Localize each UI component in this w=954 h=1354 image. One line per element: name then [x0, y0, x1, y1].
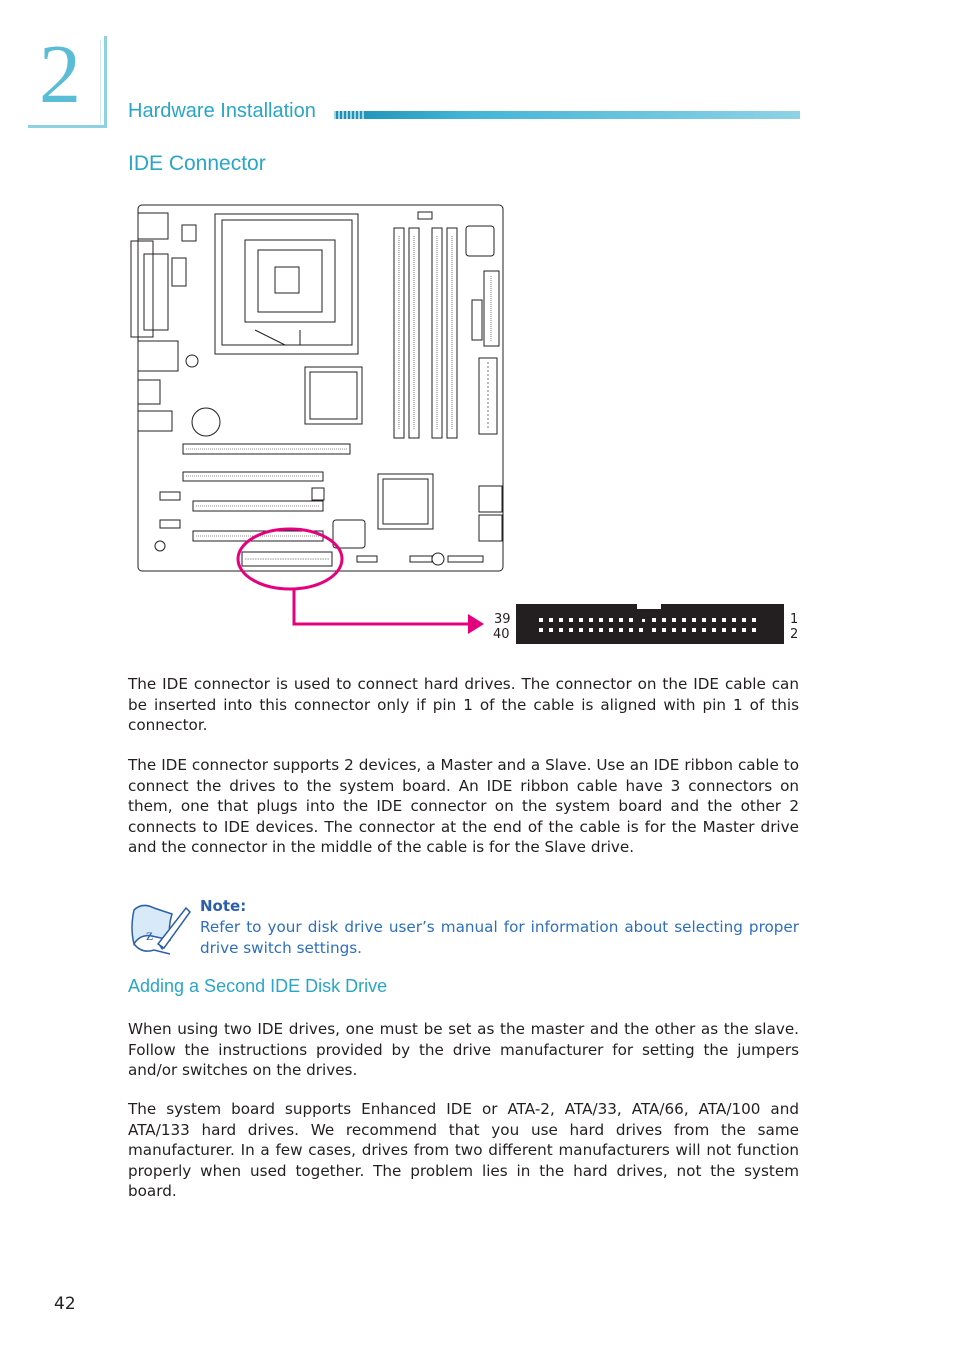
cpu-socket-frame: [222, 220, 352, 345]
header-misc: [410, 556, 432, 562]
pin-label-1: 1: [790, 612, 799, 627]
header-front-panel: [357, 556, 377, 562]
southbridge-outer: [378, 474, 433, 529]
header-usb2: [448, 556, 483, 562]
jumper-round: [155, 541, 165, 551]
cpu-socket-outer: [215, 214, 358, 354]
leader-arrow: [468, 614, 484, 634]
northbridge-outer: [305, 367, 362, 424]
page-number: 42: [54, 1294, 76, 1314]
section-header: Hardware Installation: [128, 100, 316, 122]
chapter-number: 2: [39, 28, 81, 121]
note-icon: [128, 900, 192, 958]
sata-1: [479, 486, 502, 512]
chip-bios: [466, 226, 494, 256]
pin-label-39: 39: [494, 612, 511, 627]
cpu-socket-center: [275, 267, 299, 293]
battery: [192, 408, 220, 436]
board-outline: [138, 205, 503, 571]
northbridge-inner: [310, 372, 357, 419]
note-label: Note:: [200, 897, 247, 915]
chip-small: [186, 355, 198, 367]
header-com: [172, 258, 186, 286]
header-usb: [160, 492, 180, 500]
io-port-ps2: [138, 213, 168, 239]
pci-slot-1: [183, 472, 323, 481]
leader-line: [294, 590, 470, 624]
motherboard-diagram: [0, 0, 954, 660]
paragraph-3: When using two IDE drives, one must be set as the master and the other as the slave. Follow the instructions provided by the drive manufacturer for setting the jumpers and/or switches on the drives.: [128, 1020, 799, 1080]
floppy-connector: [484, 271, 499, 346]
chip-superio: [333, 520, 365, 548]
header-fan2: [160, 520, 180, 528]
subsection-title: Adding a Second IDE Disk Drive: [128, 976, 388, 996]
header-fan: [418, 212, 432, 219]
paragraph-2: The IDE connector supports 2 devices, a Master and a Slave. Use an IDE ribbon cable to connect the drives to the system board. An IDE ribbon cable have 3 connectors on them, one that plugs into the IDE connector on the system board and the other 2 connects to IDE devices. The connector at the end of the cable is for the Master drive and the connector in the middle of the cable is for the Slave drive.: [128, 756, 799, 857]
io-port-usb: [138, 380, 160, 404]
pin-label-2: 2: [790, 627, 799, 642]
ide-connector-enlarged: [516, 604, 784, 644]
section-title: IDE Connector: [128, 152, 266, 175]
io-port-serial: [144, 254, 168, 330]
buzzer: [312, 488, 324, 500]
cpu-lever: [255, 330, 300, 345]
ide-connector-key: [637, 604, 661, 609]
pin-label-40: 40: [493, 627, 510, 642]
io-port-audio: [138, 411, 172, 431]
io-port-parallel: [131, 241, 153, 337]
io-port-lan: [138, 341, 178, 371]
svg-text:z: z: [146, 927, 154, 944]
southbridge-inner: [383, 479, 428, 524]
paragraph-4: The system board supports Enhanced IDE or ATA-2, ATA/33, ATA/66, ATA/100 and ATA/133 hard drives. We recommend that you use hard drives from the same manufacturer. In a few cases, drives from two different manufacturers will not function properly when used together. The problem lies in the hard drives, not the system board.: [128, 1100, 799, 1201]
cpu-socket-inner: [258, 250, 322, 312]
jumper-cmos: [432, 553, 444, 565]
paragraph-1: The IDE connector is used to connect hard drives. The connector on the IDE cable can be inserted into this connector only if pin 1 of the cable is aligned with pin 1 of this connector.: [128, 675, 799, 735]
sata-2: [479, 515, 502, 541]
note-text: Refer to your disk drive user’s manual for information about selecting proper drive switch settings.: [200, 918, 799, 957]
floppy-side: [472, 300, 482, 340]
header-atx12v: [182, 225, 196, 241]
